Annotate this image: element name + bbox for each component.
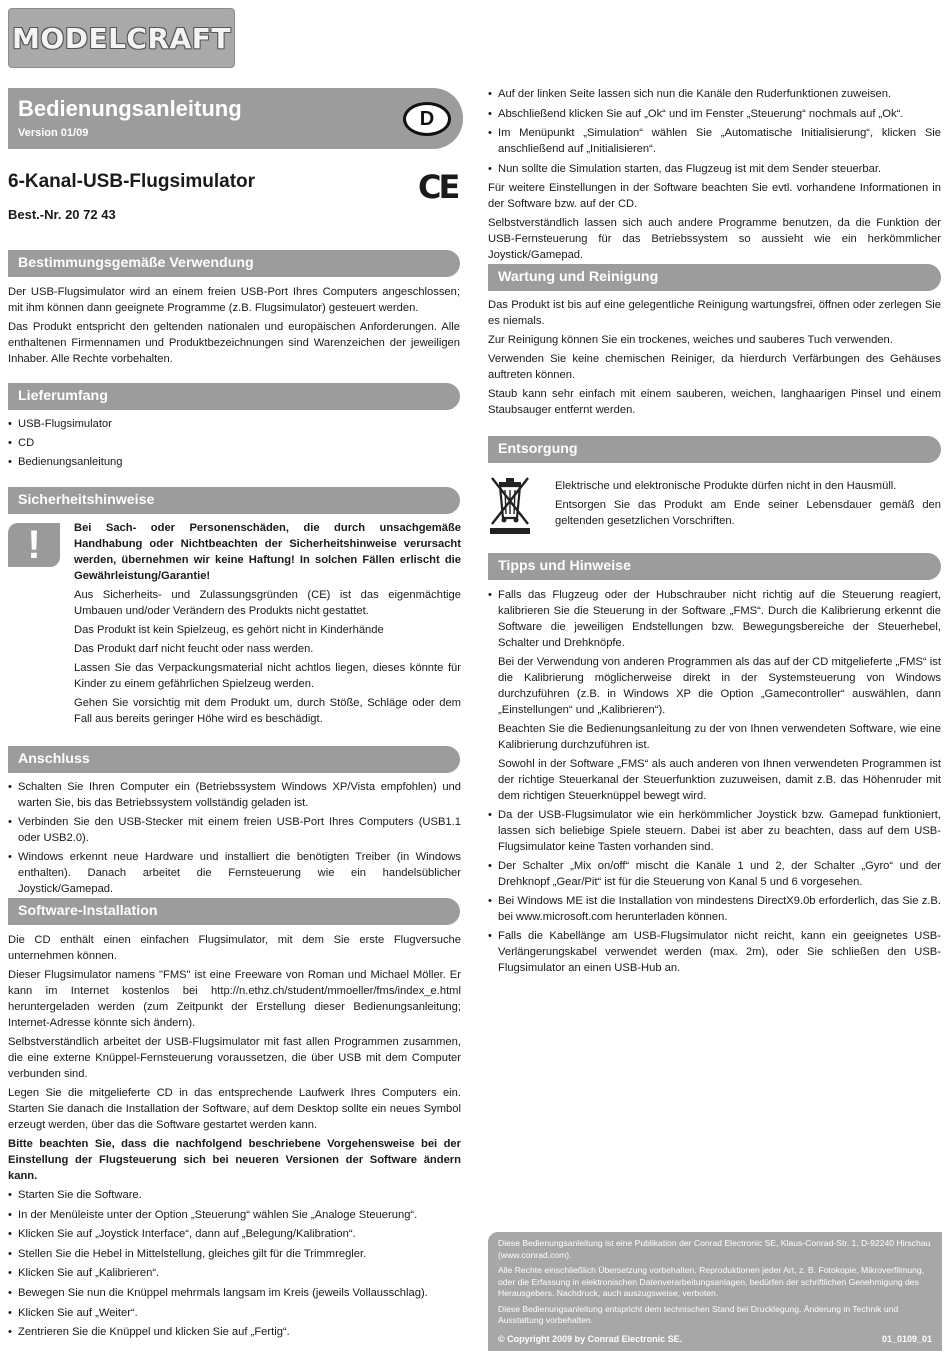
list-item: • Stellen Sie die Hebel in Mittelstellung, gleiches gilt für die Trimmregler. (8, 1246, 461, 1262)
software-para: Die CD enthält einen einfachen Flugsimulator, mit dem Sie erste Flugversuche unternehmen können. (8, 934, 461, 962)
warning-icon: ! (8, 523, 60, 567)
software-steps-continued (488, 86, 941, 177)
section-scope-title: Lieferumfang (8, 383, 460, 410)
safety-para: Aus Sicherheits- und Zulassungsgründen (CE) ist das eigenmächtige Umbauen und/oder Verändern des Produkts nicht gestattet. (74, 589, 461, 617)
footer-text: Alle Rechte einschließlich Übersetzung vorbehalten. Reproduktionen jeder Art, z. B. Fotokopie, Mikroverfilmung, oder die Erfassung in elektronischen Datenverarbeitungsanlagen, bedürfen der schriftlichen Genehmigung des Herausgebers. Nachdruck, auch auszugsweise, verboten. (498, 1265, 925, 1298)
connect-list (8, 779, 461, 897)
list-item: • Der Schalter „Mix on/off“ mischt die Kanäle 1 und 2, der Schalter „Gyro“ und der Drehknopf „Gear/Pit“ ist für die Steuerung von Kanal 5 und 6 vorgesehen. (488, 858, 941, 890)
list-item: • Klicken Sie auf „Kalibrieren“. (8, 1265, 461, 1281)
list-item: • Auf der linken Seite lassen sich nun die Kanäle den Ruderfunktionen zuweisen. (488, 86, 941, 102)
safety-para: Gehen Sie vorsichtig mit dem Produkt um, durch Stöße, Schläge oder dem Fall aus bereits geringer Höhe wird es beschädigt. (74, 697, 461, 725)
safety-para: Das Produkt ist kein Spielzeug, es gehört nicht in Kinderhände (74, 624, 384, 636)
footer-text: Diese Bedienungsanleitung entspricht dem technischen Stand bei Drucklegung. Änderung in Technik und Ausstattung vorbehalten. (498, 1303, 899, 1325)
tips-sub: Bei der Verwendung von anderen Programmen als das auf der CD mitgelieferte „FMS“ ist die Kalibrierung möglicherweise direkt in der Systemsteuerung von Windows durchzuführen (z.B. in Windows XP die Option „Gamecontroller“ auswählen, dann „Einstellungen“ und „Kalibrieren“). (498, 656, 941, 716)
maintenance-para: Das Produkt ist bis auf eine gelegentliche Reinigung wartungsfrei, öffnen oder zerlegen Sie es niemals. (488, 299, 941, 327)
section-maintenance-title: Wartung und Reinigung (488, 264, 941, 291)
doc-version: Version 01/09 (18, 127, 89, 139)
tips-list (488, 587, 941, 651)
list-item: • Starten Sie die Software. (8, 1187, 461, 1203)
disposal-para: Elektrische und elektronische Produkte dürfen nicht in den Hausmüll. (555, 480, 897, 492)
section-disposal-body (555, 478, 941, 529)
list-item: • Im Menüpunkt „Simulation“ wählen Sie „Automatische Initialisierung“, klicken Sie anschließend auf „Initialisieren“. (488, 125, 941, 157)
order-number: Best.-Nr. 20 72 43 (8, 207, 116, 222)
safety-warning: Bei Sach- oder Personenschäden, die durch unsachgemäße Handhabung oder Nichtbeachten der Sicherheitshinweise verursacht werden, übernehmen wir keine Haftung! In solchen Fällen erlischt die Gewährleistung/Garantie! (74, 522, 461, 582)
list-item: • Klicken Sie auf „Joystick Interface“, dann auf „Belegung/Kalibration“. (8, 1226, 461, 1242)
list-item: • Verbinden Sie den USB-Stecker mit einem freien USB-Port Ihres Computers (USB1.1 oder USB2.0). (8, 814, 461, 846)
scope-list (8, 416, 460, 470)
section-safety-body (74, 520, 461, 727)
software-continued (488, 86, 941, 263)
section-software-title: Software-Installation (8, 898, 460, 925)
section-tips-title: Tipps und Hinweise (488, 553, 941, 580)
weee-bin-icon (488, 474, 532, 536)
disposal-para: Entsorgen Sie das Produkt am Ende seiner Lebensdauer gemäß den geltenden gesetzlichen Vorschriften. (555, 499, 941, 527)
logo-text: MODELCRAFT (12, 22, 231, 55)
software-steps (8, 1187, 461, 1340)
tips-list (488, 807, 941, 976)
software-para: Für weitere Einstellungen in der Software beachten Sie evtl. vorhandene Informationen in der Software bzw. auf der CD. (488, 182, 941, 211)
list-item: • Klicken Sie auf „Weiter“. (8, 1305, 461, 1321)
list-item: • Nun sollte die Simulation starten, das Flugzeug ist mit dem Sender steuerbar. (488, 161, 941, 177)
software-para: Selbstverständlich lassen sich auch andere Programme benutzen, da die Funktion der USB-Fernsteuerung für das Betriebssystem so aussieht wie ein herkömmlicher Joystick/Gamepad. (488, 217, 941, 262)
list-item: • CD (8, 435, 460, 451)
document-code: 01_0109_01 (881, 1334, 932, 1344)
list-item: • Schalten Sie Ihren Computer ein (Betriebssystem Windows XP/Vista empfohlen) und warten Sie, bis das Betriebssystem vollständig geladen ist. (8, 779, 461, 811)
section-usage-title: Bestimmungsgemäße Verwendung (8, 250, 460, 277)
list-item: • Bedienungsanleitung (8, 454, 460, 470)
usage-para: Das Produkt entspricht den geltenden nationalen und europäischen Anforderungen. Alle enthaltenen Firmennamen und Produktbezeichnungen sind Warenzeichen der jeweiligen Inhaber. Alle Rechte vorbehalten. (8, 321, 460, 365)
safety-para: Lassen Sie das Verpackungsmaterial nicht achtlos liegen, dieses könnte für Kinder zu einem gefährlichen Spielzeug werden. (74, 662, 461, 690)
list-item: • Bei Windows ME ist die Installation von mindestens DirectX9.0b erforderlich, das Sie z.B. bei www.microsoft.com herunterladen können. (488, 893, 941, 925)
maintenance-para: Verwenden Sie keine chemischen Reiniger, da hierdurch Verfärbungen des Gehäuses auftreten können. (488, 353, 941, 381)
maintenance-para: Staub kann sehr einfach mit einem sauberen, weichen, langhaarigen Pinsel und einem Staubsauger entfernt werden. (488, 388, 941, 416)
tips-sub: Beachten Sie die Bedienungsanleitung zu der von Ihnen verwendeten Software, wie eine Kalibrierung durchzuführen ist. (498, 723, 941, 751)
doc-title: Bedienungsanleitung (18, 96, 242, 121)
section-disposal-title: Entsorgung (488, 436, 941, 463)
tips-sub: Sowohl in der Software „FMS“ als auch anderen von Ihnen verwendeten Programmen ist der richtige Steuerkanal der Steuerfunktion zuzuweisen, damit z.B. das Höhenruder mit dem richtigen Steuerknüppel bewegt wird. (498, 758, 941, 802)
product-title: 6-Kanal-USB-Flugsimulator (8, 171, 256, 192)
software-para: Legen Sie die mitgelieferte CD in das entsprechende Laufwerk Ihres Computers ein. Starten Sie danach die Installation der Software, auf dem Desktop sollte ein neues Symbol erzeugt werden, über das die Software gestartet werden kann. (8, 1087, 461, 1131)
footer-text: Diese Bedienungsanleitung ist eine Publikation der Conrad Electronic SE, Klaus-Conrad-Str. 1, D-92240 Hirschau (www.conrad.com). (498, 1238, 931, 1260)
list-item: • Zentrieren Sie die Knüppel und klicken Sie auf „Fertig“. (8, 1324, 461, 1340)
title-banner (8, 88, 463, 149)
list-item: • Abschließend klicken Sie auf „Ok“ und im Fenster „Steuerung“ nochmals auf „Ok“. (488, 106, 941, 122)
list-item: • Da der USB-Flugsimulator wie ein herkömmlicher Joystick bzw. Gamepad funktioniert, lassen sich beliebige Spiele steuern. Dabei ist aber zu beachten, dass auf dem USB-Flugsimulator keine Tasten vorhanden sind. (488, 807, 941, 855)
software-note: Bitte beachten Sie, dass die nachfolgend beschriebene Vorgehensweise bei der Einstellung der Flugsteuerung sich bei neueren Versionen der Software ändern kann. (8, 1138, 461, 1182)
list-item: • Windows erkennt neue Hardware und installiert die benötigten Treiber (in Windows enthalten). Danach arbeitet die Fernsteuerung wie ein handelsüblicher Joystick/Gamepad. (8, 849, 461, 897)
language-badge: D (403, 102, 451, 136)
publisher-footer (488, 1232, 942, 1351)
usage-para: Der USB-Flugsimulator wird an einem freien USB-Port Ihres Computers angeschlossen; mit ihm können dann geeignete Programme (z.B. Flugsimulator) gesteuert werden. (8, 286, 460, 314)
brand-logo (8, 8, 235, 68)
section-safety-title: Sicherheitshinweise (8, 487, 460, 514)
ce-mark: CE (418, 168, 458, 206)
copyright: © Copyright 2009 by Conrad Electronic SE. (498, 1334, 683, 1344)
list-item: • Falls das Flugzeug oder der Hubschrauber nicht richtig auf die Steuerung reagiert, kalibrieren Sie die Steuerung in der Software „FMS“. Durch die Kalibrierung erkennt die Software die jeweiligen Endstellungen bzw. Bewegungsbereiche der Steuerhebel, Schalter und Drehknöpfe. (488, 587, 941, 651)
section-usage-body (8, 284, 460, 367)
section-connect-title: Anschluss (8, 746, 460, 773)
software-para: Selbstverständlich arbeitet der USB-Flugsimulator mit fast allen Programmen zusammen, die eine externe Knüppel-Fernsteuerung voraussetzen, die über USB mit dem Computer verbunden sind. (8, 1036, 461, 1080)
list-item: • Falls die Kabellänge am USB-Flugsimulator nicht reicht, kann ein geeignetes USB-Verlängerungskabel verwendet werden (max. 2m), oder Sie schließen den USB-Flugsimulator an einen USB-Hub an. (488, 928, 941, 976)
section-tips-body (488, 587, 941, 976)
maintenance-para: Zur Reinigung können Sie ein trockenes, weiches und sauberes Tuch verwenden. (488, 334, 893, 346)
section-software-body (8, 932, 461, 1340)
safety-para: Das Produkt darf nicht feucht oder nass werden. (74, 643, 314, 655)
list-item: • Bewegen Sie nun die Knüppel mehrmals langsam im Kreis (jeweils Vollausschlag). (8, 1285, 461, 1301)
list-item: • In der Menüleiste unter der Option „Steuerung“ wählen Sie „Analoge Steuerung“. (8, 1207, 461, 1223)
list-item: • USB-Flugsimulator (8, 416, 460, 432)
software-para: Dieser Flugsimulator namens "FMS" ist eine Freeware von Roman und Michael Möller. Er kann im Internet kostenlos bei http://n.ethz.ch/student/mmoeller/fms/index_e.html heruntergeladen werden (zum Zeitpunkt der Erstellung dieser Bedienungsanleitung; Internet-Adresse könnte sich ändern). (8, 969, 461, 1029)
section-maintenance-body (488, 297, 941, 418)
